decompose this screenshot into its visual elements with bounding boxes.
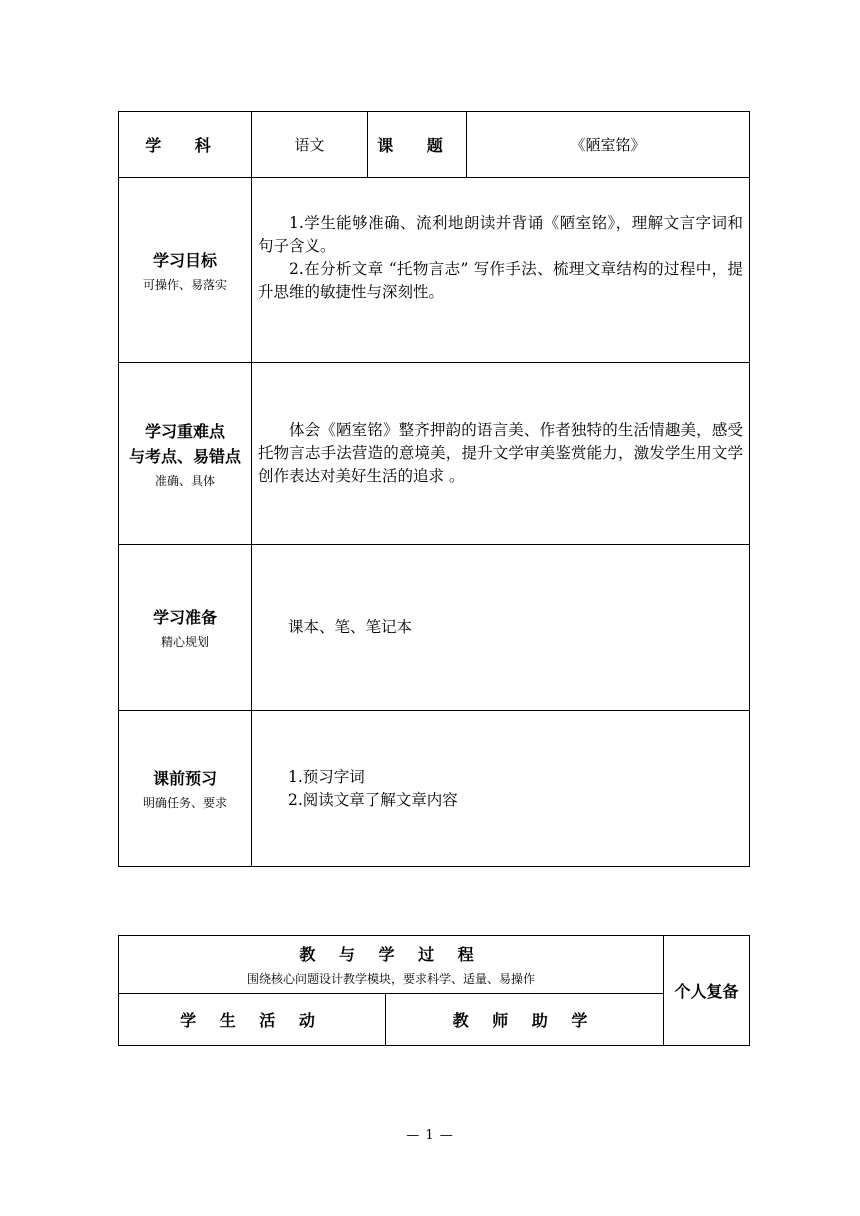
preparation-content (252, 545, 750, 711)
preparation-label: 学习准备 (152, 608, 217, 627)
teacher-help-label: 教 师 助 学 (386, 994, 664, 1046)
subject-label: 学 科 (119, 112, 252, 178)
preview-sublabel: 明确任务、要求 (142, 796, 227, 810)
preparation-row (119, 545, 750, 711)
preview-row (119, 711, 750, 867)
process-title-cell (119, 936, 664, 994)
process-title: 教 与 学 过 程 (299, 945, 483, 964)
key-points-label-1: 学习重难点 (144, 421, 225, 441)
key-points-label-cell (119, 363, 252, 545)
goal-item-1: 1.学生能够准确、流利地朗读并背诵《陋室铭》，理解文言字词和句子含义。 (258, 214, 743, 255)
lesson-info-table (118, 111, 750, 867)
preparation-text: 课本、笔、笔记本 (288, 618, 413, 636)
key-points-row (119, 363, 750, 545)
preview-label: 课前预习 (152, 769, 217, 788)
subject-value: 语文 (252, 112, 368, 178)
page-number: — 1 — (406, 1128, 454, 1143)
key-points-content (252, 363, 750, 545)
process-subtitle: 围绕核心问题设计教学模块，要求科学、适量、易操作 (247, 972, 536, 986)
preparation-sublabel: 精心规划 (160, 635, 209, 649)
goals-row (119, 178, 750, 363)
preview-content (252, 711, 750, 867)
preview-item-1: 1.预习字词 (288, 767, 365, 786)
process-header-row (119, 936, 750, 994)
student-activity-label: 学 生 活 动 (119, 994, 386, 1046)
key-points-text: 体会《陋室铭》整齐押韵的语言美、作者独特的生活情趣美，感受托物言志手法营造的意境美，提升文学审美鉴赏能力，激发学生用文学创作表达对美好生活的追求 。 (258, 421, 743, 485)
key-points-label-2: 与考点、易错点 (128, 446, 241, 466)
goals-content (252, 178, 750, 363)
topic-value: 《陋室铭》 (467, 112, 750, 178)
preview-item-2: 2.阅读文章了解文章内容 (288, 790, 458, 809)
goals-sublabel: 可操作、易落实 (142, 277, 227, 292)
goals-label-cell (119, 178, 252, 363)
teaching-process-table (118, 935, 750, 1046)
goals-label: 学习目标 (152, 250, 217, 270)
preview-label-cell (119, 711, 252, 867)
topic-label: 课 题 (368, 112, 467, 178)
preparation-label-cell (119, 545, 252, 711)
process-columns-row (119, 994, 750, 1046)
personal-review-label: 个人复备 (664, 936, 750, 1046)
subject-row (119, 112, 750, 178)
goal-item-2: 2.在分析文章 “托物言志” 写作手法、梳理文章结构的过程中，提升思维的敏捷性与深刻性。 (258, 260, 743, 301)
key-points-sublabel: 准确、具体 (154, 473, 215, 488)
